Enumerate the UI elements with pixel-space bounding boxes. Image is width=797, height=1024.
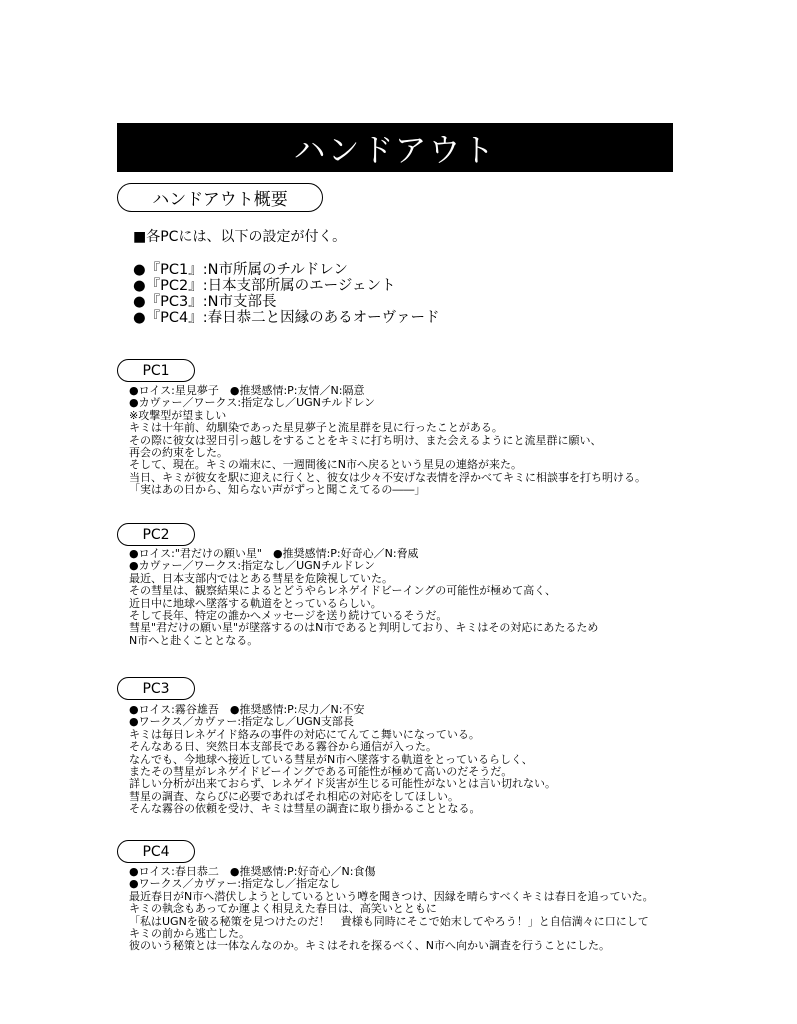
pc4-line: キミの前から逃亡した。 — [129, 927, 250, 941]
pc2-line: 彗星"君だけの願い星"が墜落するのはN市であると判明しており、キミはその対応にあたるため — [129, 621, 599, 635]
pc3-line: ●ロイス:霧谷雄吾 ●推奨感情:P:尽力／N:不安 — [129, 703, 365, 716]
pc3-line: 彗星の調査、ならびに必要であればそれ相応の対応をしてほしい。 — [129, 789, 459, 803]
pc2-line: そして長年、特定の誰かへメッセージを送り続けているそうだ。 — [129, 609, 448, 623]
pc3-label: PC3 — [117, 677, 195, 700]
pc1-line: ●ロイス:星見夢子 ●推奨感情:P:友情／N:隔意 — [129, 384, 365, 397]
pc4-line: 彼のいう秘策とは一体なんなのか。キミはそれを探るべく、N市へ向かい調査を行うことにした。 — [129, 939, 611, 953]
overview-item-pc4: ●『PC4』:春日恭二と因縁のあるオーヴァード — [133, 310, 440, 326]
pc2-line: その彗星は、観察結果によるとどうやらレネゲイドビーイングの可能性が極めて高く、 — [129, 584, 557, 598]
pc3-line: またその彗星がレネゲイドビーイングである可能性が極めて高いのだそうだ。 — [129, 765, 513, 779]
pc1-line: そして、現在。キミの端末に、一週間後にN市へ戻るという星見の連絡が来た。 — [129, 458, 523, 472]
pc1-line: ※攻撃型が望ましい — [129, 408, 227, 422]
overview-item-pc1: ●『PC1』:N市所属のチルドレン — [133, 262, 348, 278]
pc1-line: ●カヴァー／ワークス:指定なし／UGNチルドレン — [129, 396, 376, 410]
pc3-line: なんでも、今地球へ接近している彗星がN市へ墜落する軌道をとっているらしく、 — [129, 752, 533, 766]
pc1-line: 「実はあの日から、知らない声がずっと聞こえてるの――」 — [129, 483, 426, 497]
pc4-line: キミの執念もあってか運よく相見えた春日は、高笑いとともに — [129, 902, 437, 916]
pc4-line: 「私はUGNを破る秘策を見つけたのだ！ 貴様も同時にそこで始末してやろう！」と自信満々に口にして — [129, 914, 649, 928]
page-title: ハンドアウト — [117, 123, 673, 172]
pc3-line: そんな霧谷の依頼を受け、キミは彗星の調査に取り掛かることとなる。 — [129, 802, 481, 816]
pc4-label: PC4 — [117, 840, 195, 863]
overview-item-pc2: ●『PC2』:日本支部所属のエージェント — [133, 278, 396, 294]
pc2-handout — [129, 548, 598, 647]
pc3-line: そんなある日、突然日本支部長である霧谷から通信が入った。 — [129, 740, 437, 754]
pc4-line: ●ワークス／カヴァー:指定なし／指定なし — [129, 877, 341, 891]
pc2-line: 最近、日本支部内ではとある彗星を危険視していた。 — [129, 571, 393, 585]
pc4-line: ●ロイス:春日恭二 ●推奨感情:P:好奇心／N:食傷 — [129, 865, 376, 878]
pc3-line: ●ワークス／カヴァー:指定なし／UGN支部長 — [129, 715, 354, 729]
pc4-handout — [129, 866, 654, 953]
pc4-line: 最近春日がN市へ潜伏しようとしているという噂を聞きつけ、因縁を晴らすべくキミは春日を追っていた。 — [129, 889, 654, 903]
pc1-line: 当日、キミが彼女を駅に迎えに行くと、彼女は少々不安げな表情を浮かべてキミに相談事を打ち明ける。 — [129, 470, 646, 484]
pc3-line: 詳しい分析が出来ておらず、レネゲイド災害が生じる可能性がないとは言い切れない。 — [129, 777, 557, 791]
pc2-line: N市へと赴くこととなる。 — [129, 633, 259, 647]
overview-section — [133, 228, 440, 326]
pc2-label: PC2 — [117, 523, 195, 546]
pc2-line: ●ロイス:"君だけの願い星" ●推奨感情:P:好奇心／N:脅威 — [129, 547, 419, 560]
overview-item-pc3: ●『PC3』:N市支部長 — [133, 294, 277, 310]
overview-label: ハンドアウト概要 — [117, 183, 323, 212]
pc2-line: ●カヴァー／ワークス:指定なし／UGNチルドレン — [129, 559, 376, 573]
pc3-handout — [129, 704, 556, 816]
pc1-line: 再会の約束をした。 — [129, 446, 228, 460]
pc2-line: 近日中に地球へ墜落する軌道をとっているらしい。 — [129, 596, 382, 610]
overview-lead: ■各PCには、以下の設定が付く。 — [133, 229, 347, 245]
pc1-line: その際に彼女は翌日引っ越しをすることをキミに打ち明け、また会えるようにと流星群に願い、 — [129, 433, 602, 447]
pc1-line: キミは十年前、幼馴染であった星見夢子と流星群を見に行ったことがある。 — [129, 421, 503, 435]
pc1-handout — [129, 385, 646, 497]
pc3-line: キミは毎日レネゲイド絡みの事件の対応にてんてこ舞いになっている。 — [129, 727, 480, 741]
pc1-label: PC1 — [117, 359, 195, 382]
